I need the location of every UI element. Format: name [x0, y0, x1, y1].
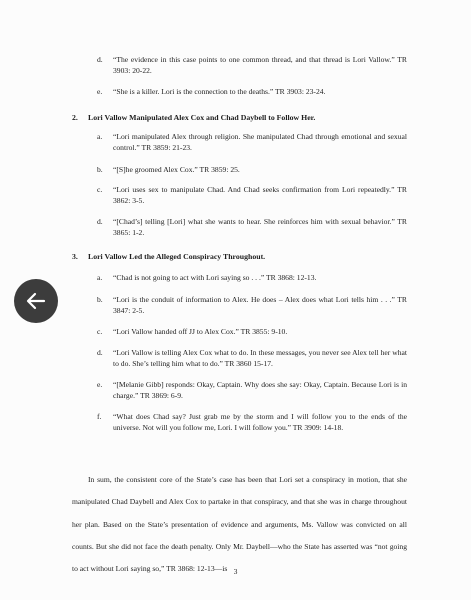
- item-text: “Lori Vallow handed off JJ to Alex Cox.” TR 3855: 9-10.: [113, 327, 288, 336]
- item-text: “She is a killer. Lori is the connection to the deaths.” TR 3903: 23-24.: [113, 87, 326, 96]
- section-title: Lori Vallow Manipulated Alex Cox and Chad Daybell to Follow Her.: [88, 113, 316, 122]
- section-title: Lori Vallow Led the Alleged Conspiracy Throughout.: [88, 252, 266, 261]
- section-number: 2.: [72, 113, 78, 122]
- item-letter: e.: [97, 380, 103, 389]
- section-number: 3.: [72, 252, 78, 261]
- item-letter: d.: [97, 217, 103, 226]
- item-text: “[S]he groomed Alex Cox.” TR 3859: 25.: [113, 165, 240, 174]
- item-text: “Lori uses sex to manipulate Chad. And Chad seeks confirmation from Lori repeatedly.” TR 3862: 3-5.: [113, 185, 407, 205]
- item-text: “Lori manipulated Alex through religion. She manipulated Chad through emotional and sexual control.” TR 3859: 21-23.: [113, 132, 407, 152]
- list-item: [97, 411, 407, 447]
- item-letter: c.: [97, 185, 103, 194]
- item-text: “Lori is the conduit of information to Alex. He does – Alex does what Lori tells him . . .” TR 3847: 2-5.: [113, 295, 407, 315]
- list-item: [97, 54, 407, 78]
- list-item: [97, 164, 407, 176]
- back-button[interactable]: [14, 279, 58, 323]
- item-letter: f.: [97, 412, 102, 421]
- list-item: [97, 86, 407, 98]
- page-number: 3: [233, 567, 238, 576]
- item-letter: d.: [97, 348, 103, 357]
- list-item: [97, 294, 407, 318]
- item-letter: e.: [97, 87, 103, 96]
- list-item: [97, 272, 407, 284]
- list-item: [97, 131, 407, 155]
- item-text: “Chad is not going to act with Lori saying so . . .” TR 3868: 12-13.: [113, 273, 317, 282]
- item-letter: b.: [97, 165, 103, 174]
- list-item: [97, 326, 407, 338]
- arrow-left-icon: [24, 289, 48, 313]
- item-text: “The evidence in this case points to one common thread, and that thread is Lori Vallow.” TR 3903: 20-22.: [113, 55, 407, 75]
- item-letter: c.: [97, 327, 103, 336]
- item-text: “Lori Vallow is telling Alex Cox what to do. In these messages, you never see Alex tell her what to do. She’s telling him what to do.” TR 3860 15-17.: [113, 348, 407, 368]
- list-item: [97, 184, 407, 208]
- list-item: [97, 216, 407, 240]
- list-item: [97, 347, 407, 371]
- item-letter: d.: [97, 55, 103, 64]
- item-text: “[Chad’s] telling [Lori] what she wants to hear. She reinforces him with sexual behavior.” TR 3865: 1-2.: [113, 217, 407, 237]
- section-heading: [72, 112, 315, 123]
- list-item: [97, 379, 407, 403]
- section-heading: [72, 251, 265, 262]
- item-text: “[Melanie Gibb] responds: Okay, Captain. Why does she say: Okay, Captain. Because Lori is in charge.” TR 3869: 6-9.: [113, 380, 407, 400]
- item-letter: b.: [97, 295, 103, 304]
- item-text: “What does Chad say? Just grab me by the storm and I will follow you to the ends of the universe. Not will you follow me, Lori. I will follow you.” TR 3909: 14-18.: [113, 412, 407, 432]
- item-letter: a.: [97, 132, 103, 141]
- item-letter: a.: [97, 273, 103, 282]
- summary-paragraph: In sum, the consistent core of the State’s case has been that Lori set a conspiracy in motion, that she manipulated Chad Daybell and Alex Cox to partake in that conspiracy, and that she was in charge throughout her plan. Based on the State’s presentation of evidence and arguments, Ms. Vallow was convicted on all counts. But she did not face the death penalty. Only Mr. Daybell—who the State has asserted was “not going to act without Lori saying so,” TR 3868: 12-13—is: [72, 475, 407, 574]
